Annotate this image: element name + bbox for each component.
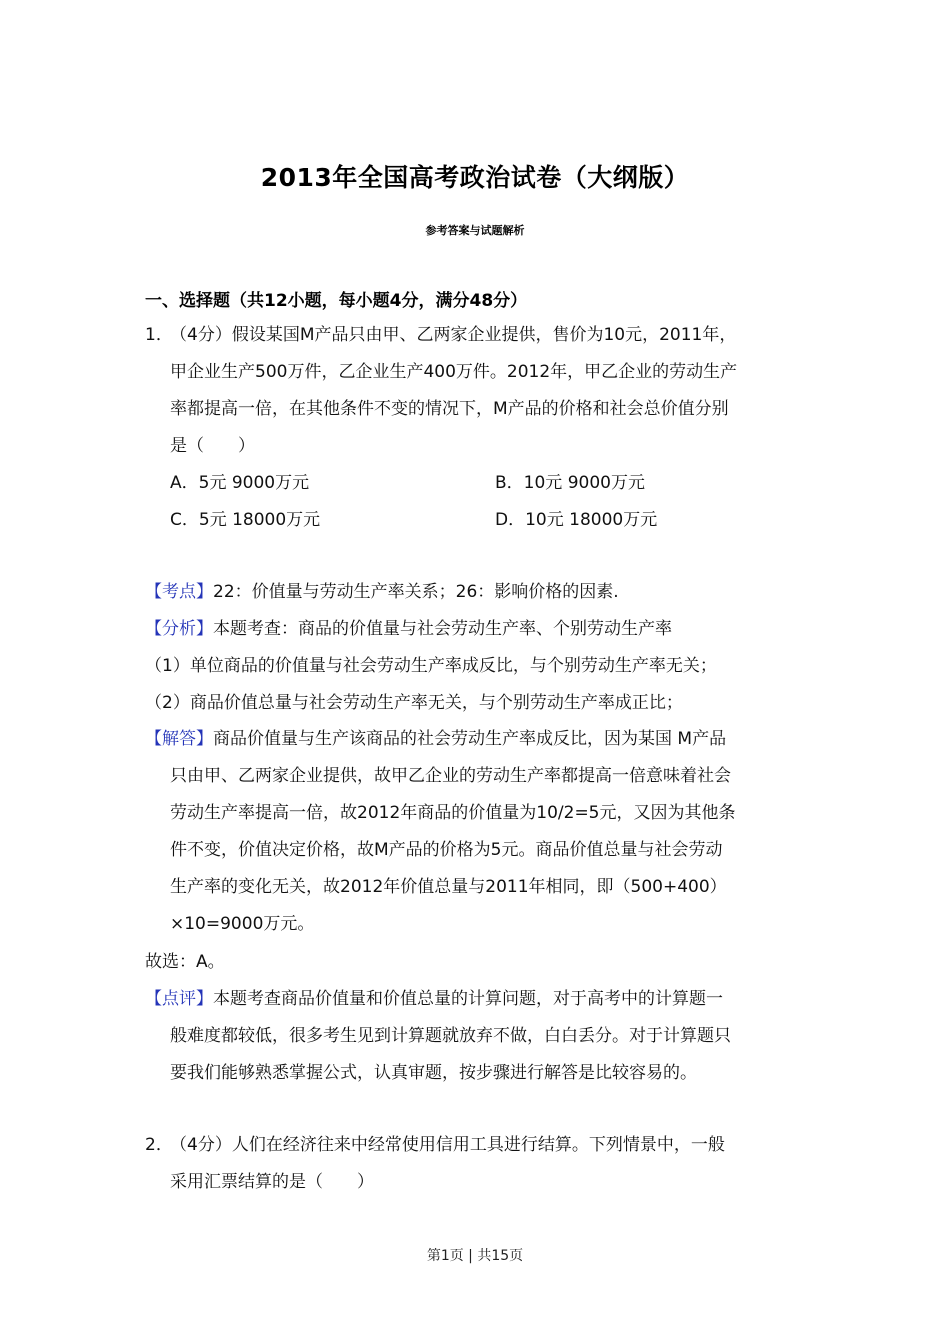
option-text: 10元 9000万元 bbox=[523, 473, 645, 493]
question-2-number: 2． bbox=[145, 1135, 173, 1155]
option-c bbox=[170, 508, 320, 532]
jieda-line: 劳动生产率提高一倍，故2012年商品的价值量为10/2=5元，又因为其他条 bbox=[170, 803, 736, 823]
document-title: 2013年全国高考政治试卷（大纲版） bbox=[260, 163, 690, 192]
question-1-line: 率都提高一倍，在其他条件不变的情况下，M产品的价格和社会总价值分别 bbox=[170, 399, 729, 419]
fenxi-point: （2）商品价值总量与社会劳动生产率无关，与个别劳动生产率成正比； bbox=[145, 693, 683, 713]
kaodian-label: 【考点】 bbox=[145, 582, 213, 602]
page-footer: 第1页 | 共15页 bbox=[426, 1248, 524, 1264]
answer-line: 故选：A。 bbox=[145, 952, 225, 972]
question-1-number: 1． bbox=[145, 325, 173, 345]
question-1-line: 是（ ） bbox=[170, 436, 255, 456]
option-text: 10元 18000万元 bbox=[525, 510, 658, 530]
question-2-line: （4分）人们在经济往来中经常使用信用工具进行结算。下列情景中，一般 bbox=[170, 1135, 725, 1155]
option-label: D． bbox=[495, 510, 526, 530]
dianping-line: 要我们能够熟悉掌握公式，认真审题，按步骤进行解答是比较容易的。 bbox=[170, 1063, 697, 1083]
option-label: A． bbox=[170, 473, 199, 493]
option-d bbox=[495, 508, 657, 532]
question-1-line: 甲企业生产500万件，乙企业生产400万件。2012年，甲乙企业的劳动生产 bbox=[170, 362, 738, 382]
dianping-line: 般难度都较低，很多考生见到计算题就放弃不做，白白丢分。对于计算题只 bbox=[170, 1026, 731, 1046]
dianping-line bbox=[145, 987, 723, 1011]
option-a bbox=[170, 471, 309, 495]
question-1-line: （4分）假设某国M产品只由甲、乙两家企业提供，售价为10元，2011年， bbox=[170, 325, 737, 345]
fenxi-line bbox=[145, 617, 672, 641]
jieda-label: 【解答】 bbox=[145, 729, 213, 749]
fenxi-text: 本题考查：商品的价值量与社会劳动生产率、个别劳动生产率 bbox=[213, 619, 672, 639]
kaodian-text: 22：价值量与劳动生产率关系；26：影响价格的因素. bbox=[213, 582, 619, 602]
dianping-label: 【点评】 bbox=[145, 989, 213, 1009]
option-b bbox=[495, 471, 645, 495]
section-heading: 一、选择题（共12小题，每小题4分，满分48分） bbox=[145, 291, 528, 311]
jieda-line: 生产率的变化无关，故2012年价值总量与2011年相同，即（500+400） bbox=[170, 877, 727, 897]
kaodian-line bbox=[145, 580, 619, 604]
document-subtitle: 参考答案与试题解析 bbox=[425, 224, 525, 237]
question-2-line: 采用汇票结算的是（ ） bbox=[170, 1172, 374, 1192]
option-label: C． bbox=[170, 510, 199, 530]
fenxi-label: 【分析】 bbox=[145, 619, 213, 639]
jieda-line bbox=[145, 727, 726, 751]
dianping-text: 本题考查商品价值量和价值总量的计算问题，对于高考中的计算题一 bbox=[213, 989, 723, 1009]
option-label: B． bbox=[495, 473, 524, 493]
fenxi-point: （1）单位商品的价值量与社会劳动生产率成反比，与个别劳动生产率无关； bbox=[145, 656, 717, 676]
jieda-line: 件不变，价值决定价格，故M产品的价格为5元。商品价值总量与社会劳动 bbox=[170, 840, 723, 860]
option-text: 5元 18000万元 bbox=[198, 510, 321, 530]
option-text: 5元 9000万元 bbox=[198, 473, 310, 493]
jieda-line: ×10=9000万元。 bbox=[170, 914, 315, 934]
jieda-text: 商品价值量与生产该商品的社会劳动生产率成反比，因为某国 M产品 bbox=[213, 729, 727, 749]
jieda-line: 只由甲、乙两家企业提供，故甲乙企业的劳动生产率都提高一倍意味着社会 bbox=[170, 766, 731, 786]
